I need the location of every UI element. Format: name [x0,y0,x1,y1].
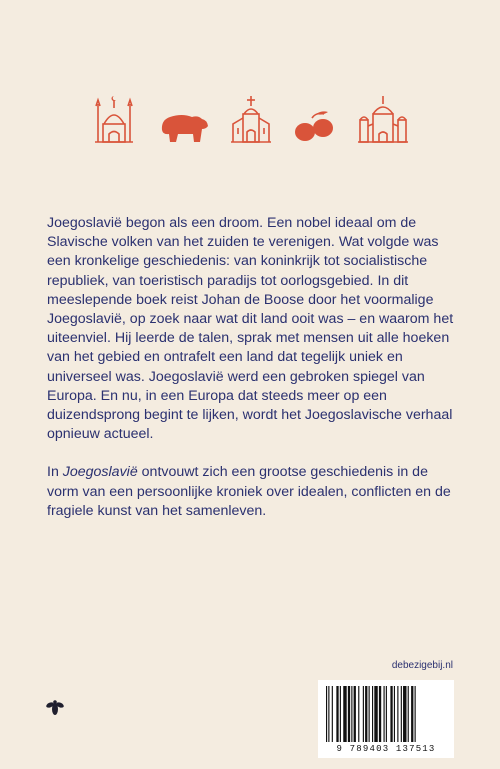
mosque-icon [90,94,138,144]
bee-icon [45,698,65,718]
barcode-bars [326,686,446,742]
barcode [318,680,454,758]
book-title-italic: Joegoslavië [62,464,138,481]
blurb-paragraph-2 [47,463,457,521]
publisher-website: debezigebij.nl [391,660,453,671]
cathedral-icon [356,94,410,144]
church-icon [230,94,272,144]
back-cover-blurb [47,214,457,540]
blurb-paragraph-1: Joegoslavië begon als een droom. Een nobel ideaal om de Slavische volken van het zuiden te verenigen. Wat volgde was een kronkelige geschiedenis: van koninkrijk tot socialistische republiek, van toeristisch paradijs tot oorlogsgebied. In dit meeslepende boek reist Johan de Boose door het voormalige Joegoslavië, op zoek naar wat dit land ooit was – en waarom het uiteenviel. Hij leerde de talen, sprak met mensen uit alle hoeken van het gebied en ontrafelt een land dat tegelijk uniek en universeel was. Joegoslavië werd een gebroken spiegel van Europa. En nu, in een Europa dat steeds meer op een duizendsprong begint te lijken, wordt het Joegoslavische verhaal opnieuw actueel. [47,215,454,443]
illustrations-row [90,92,410,144]
isbn-number: 9 789403 137513 [336,744,436,754]
bear-icon [158,110,210,144]
olives-icon [292,110,336,144]
paragraph-2-rest: ontvouwt zich een grootse geschiedenis in de vorm van een persoonlijke kroniek over idealen, conflicten en de fragiele kunst van het samenleven. [47,464,451,519]
paragraph-2-intro: In [47,464,63,481]
